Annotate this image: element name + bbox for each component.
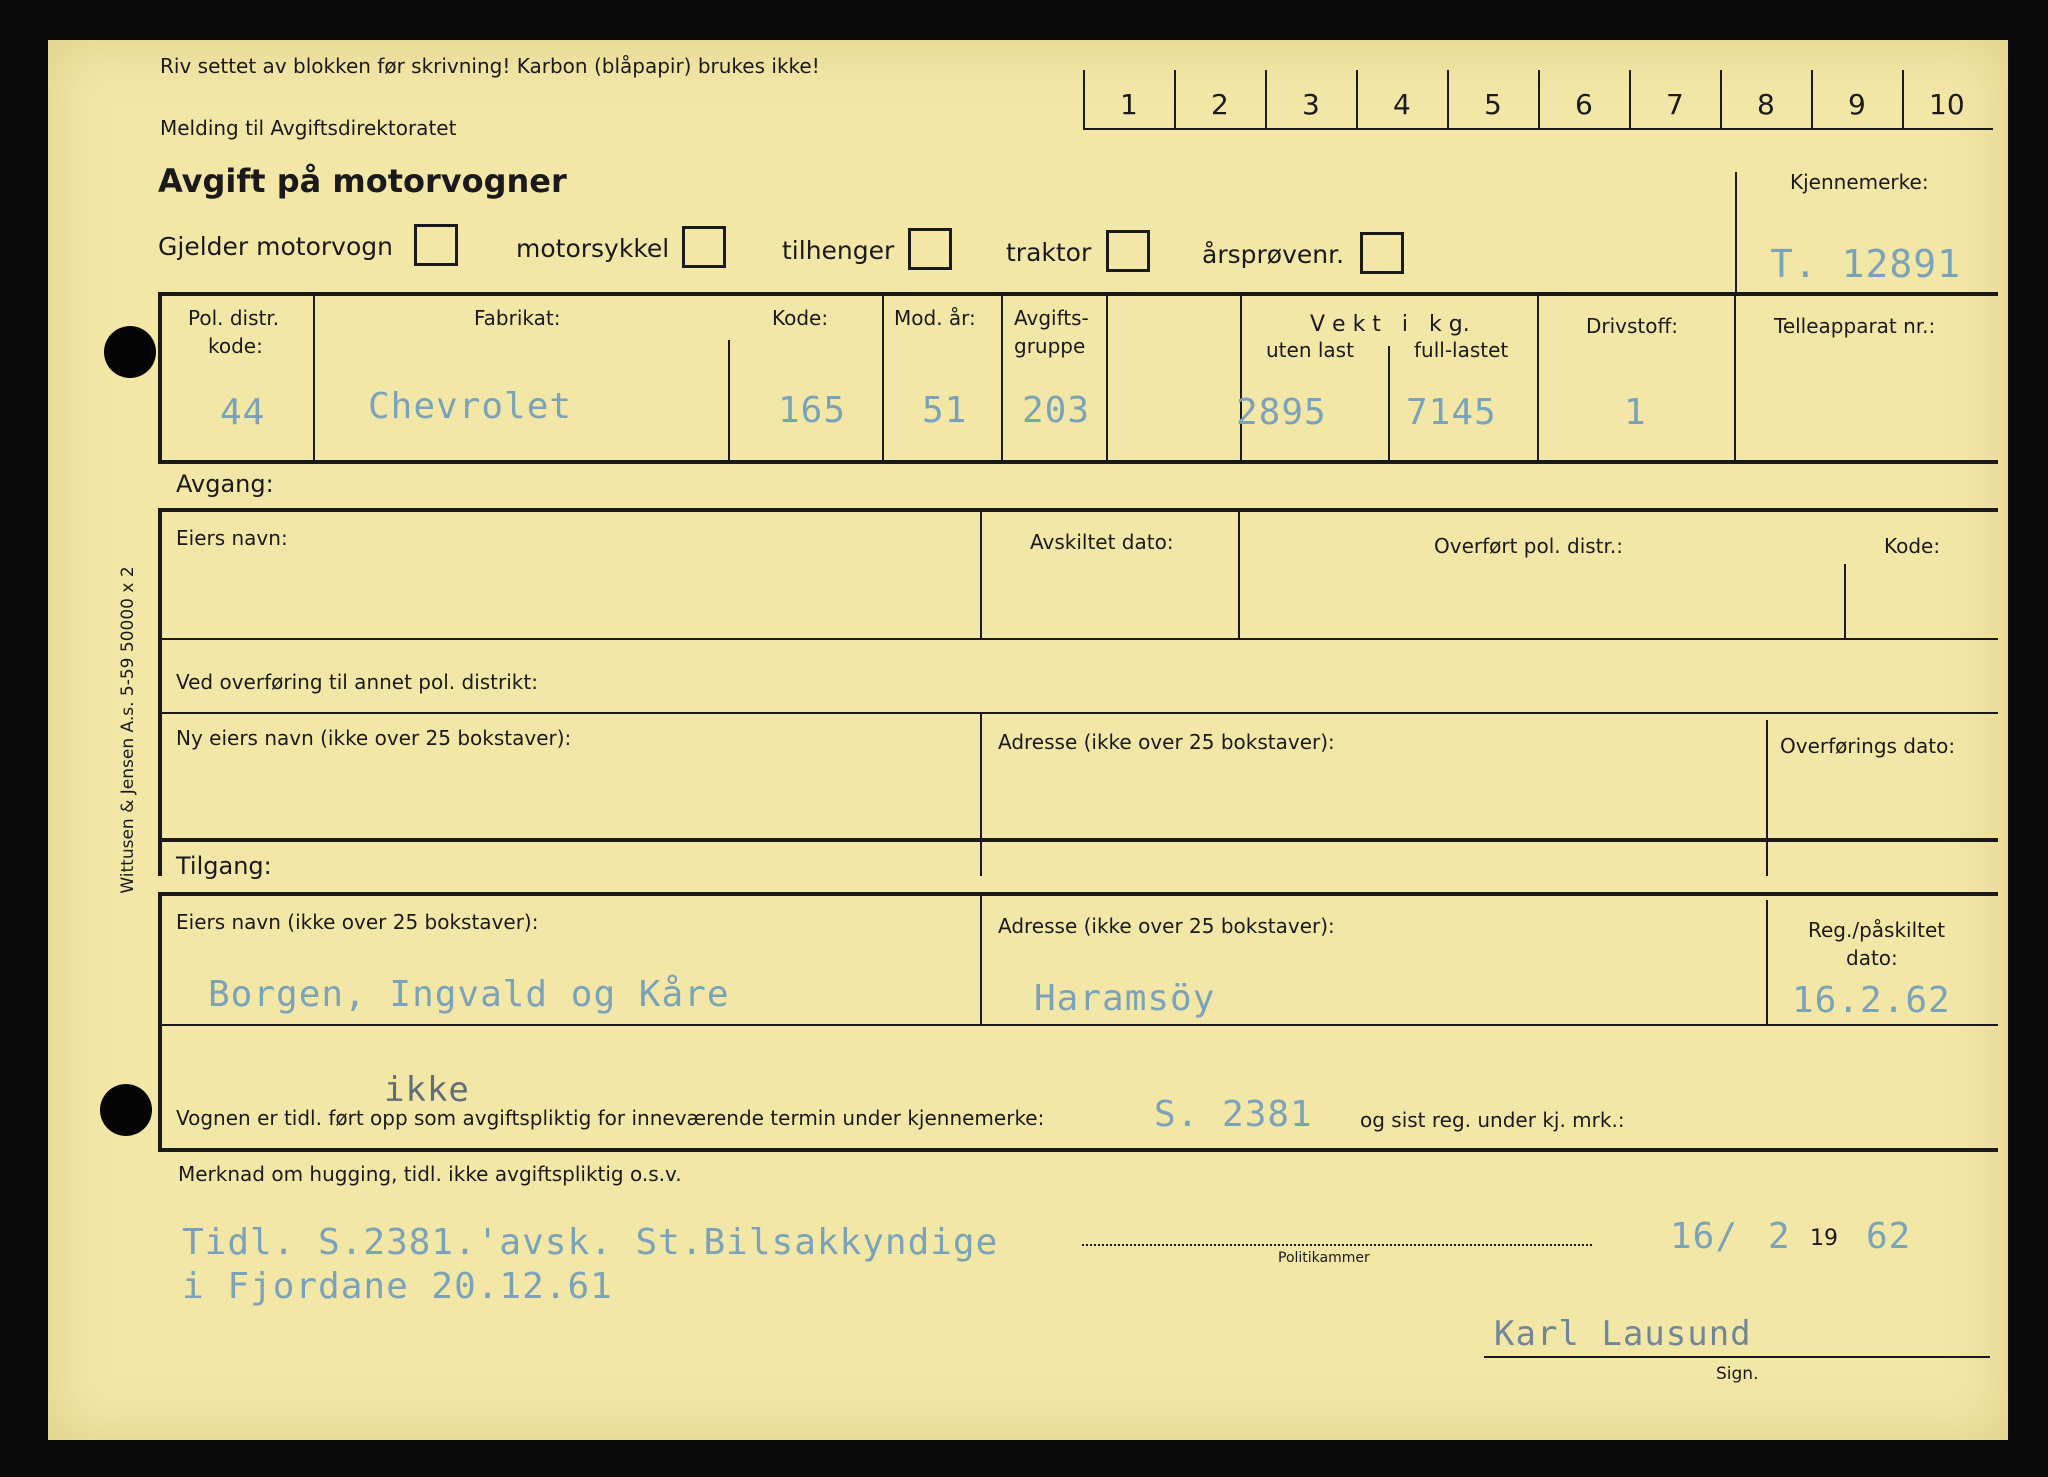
- arsprove-checkbox[interactable]: [1360, 232, 1404, 274]
- vognen-label: Vognen er tidl. ført opp som avgiftspliktig for inneværende termin under kjennemerke:: [176, 1106, 1045, 1130]
- reg-paskiltet-label: Reg./påskiltet: [1808, 918, 1946, 942]
- uten-last-value: 2895: [1236, 392, 1327, 433]
- tilgang-eier-value: Borgen, Ingvald og Kåre: [208, 974, 730, 1015]
- avgang-heading: Avgang:: [176, 470, 274, 498]
- drivstoff-value: 1: [1624, 392, 1647, 433]
- strip-number: 8: [1757, 88, 1775, 121]
- reg-dato-value: 16.2.62: [1792, 980, 1951, 1021]
- telleapparat-label: Telleapparat nr.:: [1774, 314, 1936, 338]
- reg-dato-label: dato:: [1846, 946, 1898, 970]
- fabrikat-value: Chevrolet: [368, 386, 573, 427]
- melding-text: Melding til Avgiftsdirektoratet: [160, 116, 457, 140]
- merknad-line-2: i Fjordane 20.12.61: [182, 1266, 613, 1307]
- sign-label: Sign.: [1716, 1364, 1759, 1384]
- date-day: 16/: [1670, 1216, 1739, 1257]
- pol-kode-label: kode:: [208, 334, 263, 358]
- politikammer-label: Politikammer: [1278, 1250, 1370, 1266]
- sist-reg-label: og sist reg. under kj. mrk.:: [1360, 1108, 1625, 1132]
- instruction-text: Riv settet av blokken før skrivning! Karbon (blåpapir) brukes ikke!: [160, 54, 820, 78]
- arsprove-label: årsprøvenr.: [1202, 240, 1345, 269]
- strip-number: 10: [1929, 88, 1965, 121]
- strip-number: 9: [1848, 88, 1866, 121]
- tilhenger-label: tilhenger: [782, 236, 895, 265]
- strip-number: 1: [1120, 88, 1138, 121]
- kjennemerke-value: T. 12891: [1770, 242, 1962, 286]
- vognen-value: S. 2381: [1154, 1094, 1313, 1135]
- full-lastet-value: 7145: [1406, 392, 1497, 433]
- overfort-label: Overført pol. distr.:: [1434, 534, 1624, 558]
- kode-value: 165: [778, 390, 847, 431]
- signature: Karl Lausund: [1494, 1314, 1752, 1354]
- date-year: 62: [1866, 1216, 1912, 1257]
- date-month: 2: [1768, 1216, 1791, 1257]
- date-century: 19: [1810, 1226, 1838, 1251]
- strip-number: 3: [1302, 88, 1320, 121]
- merknad-line-1: Tidl. S.2381.'avsk. St.Bilsakkyndige: [182, 1222, 999, 1263]
- traktor-checkbox[interactable]: [1106, 230, 1150, 272]
- kjennemerke-label: Kjennemerke:: [1790, 170, 1929, 194]
- politikammer-dotted-line: [1082, 1244, 1592, 1246]
- overforings-dato-label: Overførings dato:: [1780, 734, 1956, 758]
- printer-imprint: Wittusen & Jensen A.s. 5-59 50000 x 2: [118, 566, 138, 894]
- avgifts-label: Avgifts-: [1014, 306, 1089, 330]
- strip-number: 7: [1666, 88, 1684, 121]
- ved-overforing-label: Ved overføring til annet pol. distrikt:: [176, 670, 538, 694]
- merknad-label: Merknad om hugging, tidl. ikke avgiftspliktig o.s.v.: [178, 1162, 682, 1186]
- avgang-kode-label: Kode:: [1884, 534, 1941, 558]
- punch-hole: [104, 326, 156, 378]
- uten-last-label: uten last: [1266, 338, 1354, 362]
- form-title: Avgift på motorvogner: [158, 162, 567, 200]
- avgang-adresse-label: Adresse (ikke over 25 bokstaver):: [998, 730, 1335, 754]
- tilgang-heading: Tilgang:: [176, 852, 272, 880]
- strip-number: 2: [1211, 88, 1229, 121]
- strip-number: 4: [1393, 88, 1411, 121]
- drivstoff-label: Drivstoff:: [1586, 314, 1679, 338]
- mod-ar-label: Mod. år:: [894, 306, 976, 330]
- tilgang-eier-label: Eiers navn (ikke over 25 bokstaver):: [176, 910, 539, 934]
- motorvogn-checkbox[interactable]: [414, 224, 458, 266]
- tilhenger-checkbox[interactable]: [908, 228, 952, 270]
- strip-number: 6: [1575, 88, 1593, 121]
- kode-label: Kode:: [772, 306, 829, 330]
- tilgang-adresse-label: Adresse (ikke over 25 bokstaver):: [998, 914, 1335, 938]
- avskiltet-label: Avskiltet dato:: [1030, 530, 1174, 554]
- motorsykkel-checkbox[interactable]: [682, 226, 726, 268]
- avgifts-value: 203: [1022, 390, 1091, 431]
- mod-ar-value: 51: [922, 390, 968, 431]
- ny-eier-label: Ny eiers navn (ikke over 25 bokstaver):: [176, 726, 572, 750]
- gjelder-label: Gjelder motorvogn: [158, 232, 393, 261]
- tilgang-adresse-value: Haramsöy: [1034, 978, 1216, 1019]
- ikke-insert: ikke: [384, 1070, 470, 1110]
- traktor-label: traktor: [1006, 238, 1092, 267]
- strip-number: 5: [1484, 88, 1502, 121]
- punch-hole: [100, 1084, 152, 1136]
- pol-distr-label: Pol. distr.: [188, 306, 280, 330]
- gruppe-label: gruppe: [1014, 334, 1086, 358]
- full-lastet-label: full-lastet: [1414, 338, 1509, 362]
- fabrikat-label: Fabrikat:: [474, 306, 561, 330]
- vekt-label: V e k t i k g.: [1310, 312, 1470, 337]
- avgang-eier-label: Eiers navn:: [176, 526, 288, 550]
- form-card: [48, 40, 2008, 1440]
- pol-value: 44: [220, 392, 266, 433]
- motorsykkel-label: motorsykkel: [516, 234, 670, 263]
